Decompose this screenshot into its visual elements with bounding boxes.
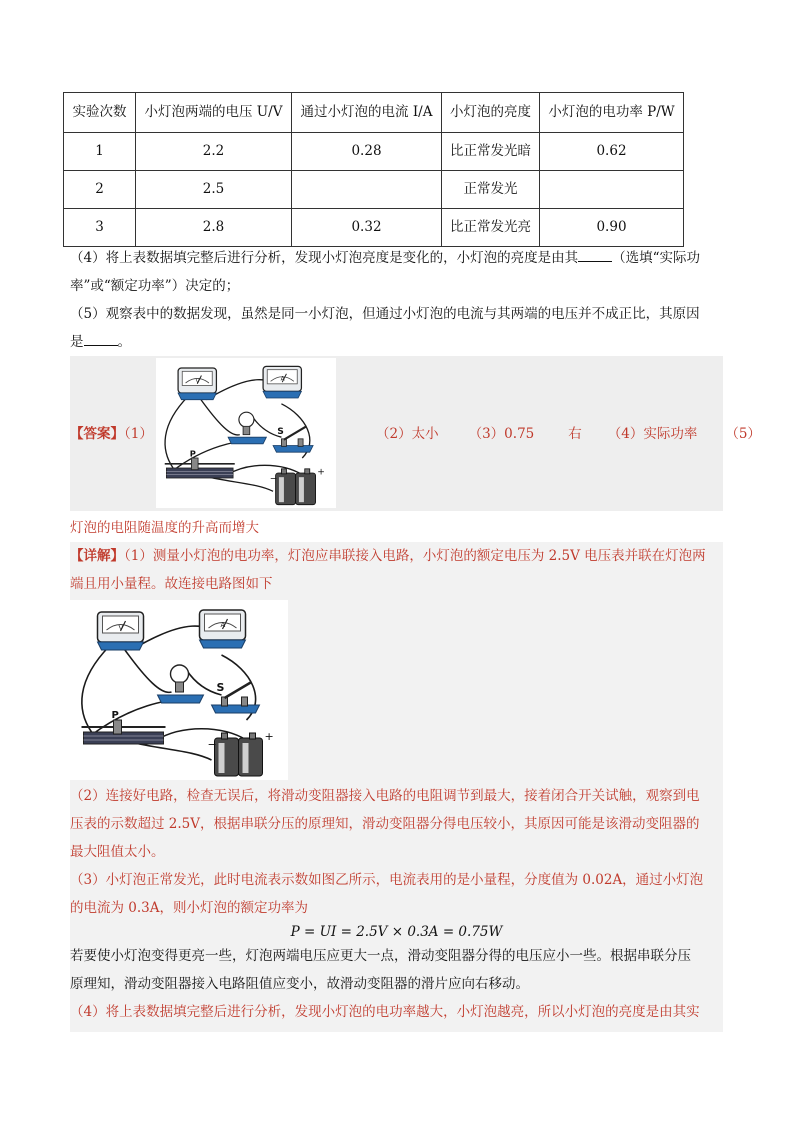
q4-text: 率”或“额定功率”）决定的； (70, 278, 240, 294)
minus-label: − (269, 473, 278, 485)
table-header-cell: 通过小灯泡的电流 I/A (292, 93, 442, 133)
table-header-cell: 小灯泡两端的电压 U/V (136, 93, 292, 133)
question-5 (70, 300, 725, 356)
answer-continuation (70, 514, 725, 542)
table-cell: 2.2 (136, 133, 292, 171)
table-cell: 0.62 (540, 133, 684, 171)
table-cell: 0.90 (540, 209, 684, 247)
table-cell: 2.8 (136, 209, 292, 247)
table-cell: 3 (64, 209, 136, 247)
voltmeter-label: V (195, 379, 200, 385)
table-cell: 正常发光 (442, 171, 540, 209)
q5-text: 是 (70, 334, 84, 350)
answer-part: （5） (725, 426, 761, 442)
plus-label: + (264, 730, 274, 743)
table-row (64, 209, 684, 247)
voltmeter-icon (178, 368, 216, 400)
detail-text: 原理知，滑动变阻器接入电路阻值应变小，故滑动变阻器的滑片应向右移动。 (70, 976, 529, 992)
table-cell: 比正常发光亮 (442, 209, 540, 247)
answer-part: （4）实际功率 (607, 426, 698, 442)
table-cell: 2 (64, 171, 136, 209)
answer-part: 右 (568, 426, 582, 442)
table-header-cell: 小灯泡的电功率 P/W (540, 93, 684, 133)
answer-blank (84, 331, 118, 346)
detail-text: （2）连接好电路，检查无误后，将滑动变阻器接入电路的电阻调节到最大，接着闭合开关试触，观察到电 (70, 788, 700, 804)
answer-tag: 【答案】 (70, 426, 124, 442)
switch-label: S (216, 681, 225, 694)
circuit-diagram (156, 358, 336, 508)
answer-blank (578, 247, 612, 262)
bulb-icon (158, 665, 204, 703)
answer-part: （3）0.75 (468, 426, 535, 442)
answer-text: 灯泡的电阻随温度的升高而增大 (70, 520, 259, 536)
table-row (64, 171, 684, 209)
minus-label: − (207, 738, 217, 751)
table-cell: 比正常发光暗 (442, 133, 540, 171)
table-cell (540, 171, 684, 209)
circuit-diagram (70, 600, 288, 780)
slider-label: P (189, 448, 196, 459)
detail-p1 (70, 542, 725, 598)
detail-p2 (70, 782, 725, 866)
power-formula (70, 922, 723, 942)
ammeter-icon (200, 610, 246, 648)
table-row (64, 133, 684, 171)
circuit-figure-detail (70, 600, 288, 780)
detail-text: 最大阻值太小。 (70, 844, 165, 860)
detail-p3-cont (70, 942, 725, 998)
table-cell: 0.28 (292, 133, 442, 171)
q5-text: 。 (117, 334, 131, 350)
detail-text: （4）将上表数据填完整后进行分析，发现小灯泡的电功率越大，小灯泡越亮，所以小灯泡的亮度是由其实 (70, 1004, 700, 1020)
ammeter-label: A (280, 376, 285, 383)
table-header-row (64, 93, 684, 133)
rheostat-icon (165, 448, 235, 478)
table-header-cell: 小灯泡的亮度 (442, 93, 540, 133)
formula-text: P = UI = 2.5V × 0.3A = 0.75W (290, 924, 503, 940)
detail-p4 (70, 998, 725, 1026)
table-cell: 2.5 (136, 171, 292, 209)
table-cell: 0.32 (292, 209, 442, 247)
answer-parts (376, 420, 761, 448)
answer-part: （1） (124, 426, 153, 442)
q5-text: （5）观察表中的数据发现，虽然是同一小灯泡，但通过小灯泡的电流与其两端的电压并不成正比，其原因 (70, 306, 700, 322)
table-header-cell: 实验次数 (64, 93, 136, 133)
q4-text: （选填“实际功 (612, 250, 700, 266)
plus-label: + (317, 466, 325, 478)
answer-part: （2）太小 (376, 426, 439, 442)
table-cell (292, 171, 442, 209)
detail-text: （1）测量小灯泡的电功率，灯泡应串联接入电路，小灯泡的额定电压为 2.5V 电压表并联在灯泡两 (124, 548, 706, 564)
circuit-figure-answer (156, 358, 336, 508)
detail-tag: 【详解】 (70, 548, 124, 564)
slider-label: P (111, 710, 119, 721)
ammeter-icon (263, 366, 301, 398)
detail-text: 压表的示数超过 2.5V，根据串联分压的原理知，滑动变阻器分得电压较小，其原因可能是该滑动变阻器的 (70, 816, 700, 832)
detail-text: 端且用小量程。故连接电路图如下 (70, 576, 273, 592)
voltmeter-label: V (118, 624, 124, 632)
detail-text: 若要使小灯泡变得更亮一些，灯泡两端电压应更大一点，滑动变阻器分得的电压应小一些。根据串联分压 (70, 948, 691, 964)
ammeter-label: A (220, 621, 226, 629)
bulb-icon (228, 412, 266, 444)
question-4 (70, 244, 725, 300)
voltmeter-icon (98, 612, 144, 650)
answer-label-line (70, 420, 170, 448)
switch-label: S (277, 425, 284, 437)
table-cell: 1 (64, 133, 136, 171)
detail-text: （3）小灯泡正常发光，此时电流表示数如图乙所示，电流表用的是小量程，分度值为 0.02A，通过小灯泡 (70, 872, 704, 888)
detail-p3 (70, 866, 725, 922)
detail-text: 的电流为 0.3A，则小灯泡的额定功率为 (70, 900, 309, 916)
data-table (63, 92, 684, 247)
q4-text: （4）将上表数据填完整后进行分析，发现小灯泡亮度是变化的，小灯泡的亮度是由其 (70, 250, 579, 266)
